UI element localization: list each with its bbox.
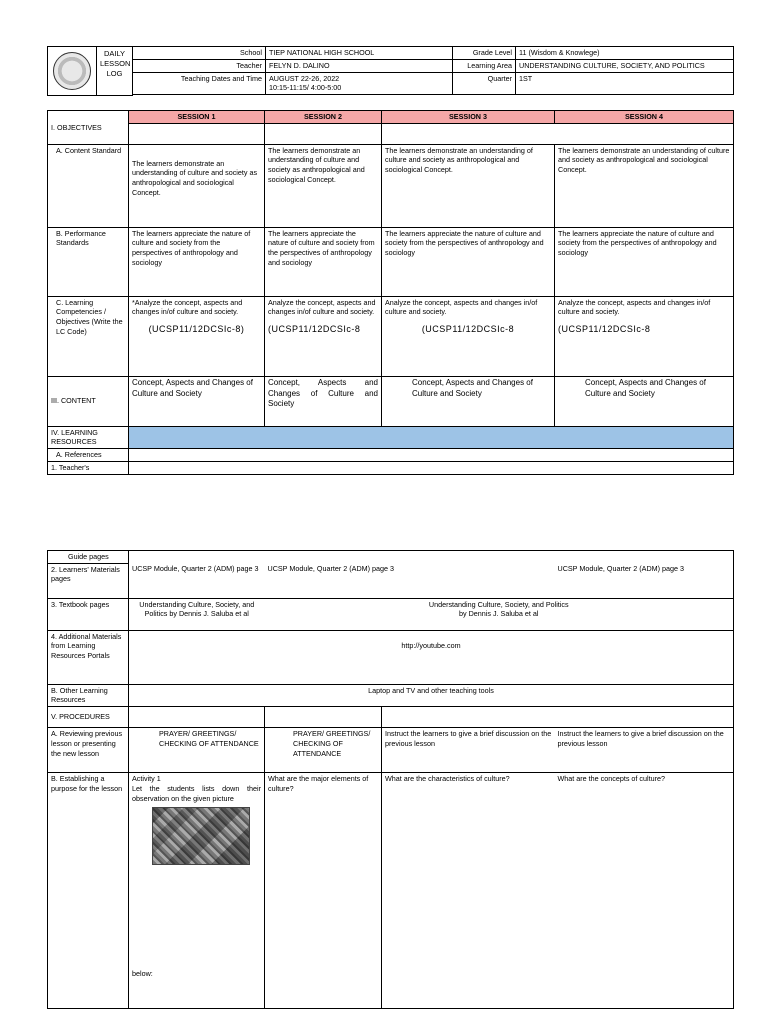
procedures-label: V. PROCEDURES: [48, 707, 129, 728]
school-label: School: [133, 47, 266, 60]
lc-code-s2: (UCSP11/12DCSIc-8: [268, 324, 361, 335]
activity-title: Activity 1: [132, 774, 161, 784]
activity-picture: [152, 807, 250, 865]
teacher-value: FELYN D. DALINO: [266, 59, 453, 72]
session-1-header: SESSION 1: [129, 111, 265, 124]
deped-seal-cell: [48, 47, 97, 96]
content-standard-s2: The learners demonstrate an understanding of culture and society as anthropological and sociological Concept.: [265, 144, 382, 227]
content-s1: Concept, Aspects and Changes of Culture and Society: [129, 376, 265, 426]
other-resources-label: B. Other Learning Resources: [48, 684, 129, 706]
textbook-rest: [265, 598, 734, 630]
additional-label: 4. Additional Materials from Learning Resources Portals: [48, 630, 129, 684]
performance-s2: The learners appreciate the nature of culture and society from the perspectives of anthropology and sociology: [265, 227, 382, 296]
purpose-s3: What are the characteristics of culture?: [382, 773, 555, 1009]
session-3-header: SESSION 3: [382, 111, 555, 124]
session-4-header: SESSION 4: [555, 111, 734, 124]
learners-label: 2. Learners' Materials pages: [48, 563, 129, 598]
teacher-label: Teacher: [133, 59, 266, 72]
time-value: 10:15-11:15/ 4:00-5:00: [269, 83, 342, 93]
competency-s4-text: Analyze the concept, aspects and changes in/of culture and society.: [558, 297, 711, 317]
dates-cell: [266, 72, 453, 94]
purpose-s2: What are the major elements of culture?: [265, 773, 382, 1009]
dates-label: Teaching Dates and Time: [133, 72, 266, 94]
learners-s4: UCSP Module, Quarter 2 (ADM) page 3: [555, 563, 734, 598]
guide-pages-label: Guide pages: [48, 551, 129, 564]
activity-below: below:: [132, 969, 153, 979]
area-value: UNDERSTANDING CULTURE, SOCIETY, AND POLITICS: [516, 59, 734, 72]
review-label: A. Reviewing previous lesson or presenting the new lesson: [48, 728, 129, 773]
competency-s1: [129, 296, 265, 376]
textbook-rest-title: Understanding Culture, Society, and Politics: [428, 599, 569, 609]
learning-resources-label: IV. LEARNING RESOURCES: [48, 426, 129, 448]
competency-s2-text: Analyze the concept, aspects and changes in/of culture and society.: [268, 297, 376, 317]
content-standard-s3: The learners demonstrate an understanding of culture and society as anthropological and sociological Concept.: [382, 144, 555, 227]
content-s3: Concept, Aspects and Changes of Culture and Society: [382, 376, 555, 426]
content-s4: Concept, Aspects and Changes of Culture and Society: [555, 376, 734, 426]
deped-seal-icon: [53, 52, 91, 90]
competency-s3-text: Analyze the concept, aspects and changes in/of culture and society.: [385, 297, 538, 317]
content-standard-s4: The learners demonstrate an understanding of culture and society as anthropological and sociological Concept.: [555, 144, 734, 227]
grade-label: Grade Level: [453, 47, 516, 60]
grade-value: 11 (Wisdom & Knowlege): [516, 47, 734, 60]
learners-s1: UCSP Module, Quarter 2 (ADM) page 3: [132, 564, 259, 574]
lc-code-s3: (UCSP11/12DCSIc-8: [421, 324, 515, 335]
competency-s3: [382, 296, 555, 376]
competency-s2: [265, 296, 382, 376]
quarter-value: 1ST: [516, 72, 734, 94]
other-resources-value: Laptop and TV and other teaching tools: [129, 684, 734, 706]
learners-s2: UCSP Module, Quarter 2 (ADM) page 3: [267, 564, 395, 574]
purpose-s4: What are the concepts of culture?: [555, 773, 734, 1009]
references-label: A. References: [48, 449, 129, 462]
lesson-table-page2: [47, 550, 734, 1009]
content-label: III. CONTENT: [48, 376, 129, 426]
competency-label: C. Learning Competencies / Objectives (Write the LC Code): [48, 296, 129, 376]
dates-value: AUGUST 22-26, 2022: [269, 73, 340, 83]
session-2-header: SESSION 2: [265, 111, 382, 124]
lesson-table-page1: [47, 110, 734, 475]
objectives-label: I. OBJECTIVES: [48, 111, 129, 145]
activity-text: Let the students lists down their observation on the given picture: [132, 783, 261, 803]
competency-s4: [555, 296, 734, 376]
performance-s3: The learners appreciate the nature of culture and society from the perspectives of anthropology and sociology: [382, 227, 555, 296]
content-standard-s1: The learners demonstrate an understanding of culture and society as anthropological and sociological Concept.: [129, 144, 265, 227]
performance-s4: The learners appreciate the nature of culture and society from the perspectives of anthropology and sociology: [555, 227, 734, 296]
header-table: [47, 46, 734, 96]
area-label: Learning Area: [453, 59, 516, 72]
learning-resources-bar: [129, 426, 734, 448]
textbook-s1: Understanding Culture, Society, and Politics by Dennis J. Saluba et al: [129, 598, 265, 630]
purpose-s1: [129, 773, 265, 1009]
review-s2: PRAYER/ GREETINGS/ CHECKING OF ATTENDANCE: [265, 728, 382, 773]
competency-s1-text: *Analyze the concept, aspects and changes in/of culture and society.: [132, 297, 243, 317]
additional-value[interactable]: http://youtube.com: [129, 630, 734, 684]
review-s3: Instruct the learners to give a brief discussion on the previous lesson: [382, 728, 555, 773]
quarter-label: Quarter: [453, 72, 516, 94]
performance-s1: The learners appreciate the nature of culture and society from the perspectives of anthropology and sociology: [129, 227, 265, 296]
textbook-label: 3. Textbook pages: [48, 598, 129, 630]
content-standard-label: A. Content Standard: [48, 144, 129, 227]
performance-label: B. Performance Standards: [48, 227, 129, 296]
review-s1: PRAYER/ GREETINGS/ CHECKING OF ATTENDANCE: [129, 728, 265, 773]
log-title: DAILY LESSON LOG: [97, 47, 133, 96]
content-s2: Concept, Aspects and Changes of Culture and Society: [265, 376, 382, 426]
review-s4: Instruct the learners to give a brief discussion on the previous lesson: [555, 728, 734, 773]
lc-code-s1: (UCSP11/12DCSIc-8): [148, 324, 245, 335]
lc-code-s4: (UCSP11/12DCSIc-8: [558, 324, 651, 335]
purpose-label: B. Establishing a purpose for the lesson: [48, 773, 129, 1009]
textbook-rest-author: by Dennis J. Saluba et al: [458, 609, 539, 619]
teachers-label: 1. Teacher's: [48, 461, 129, 474]
school-value: TIEP NATIONAL HIGH SCHOOL: [266, 47, 453, 60]
